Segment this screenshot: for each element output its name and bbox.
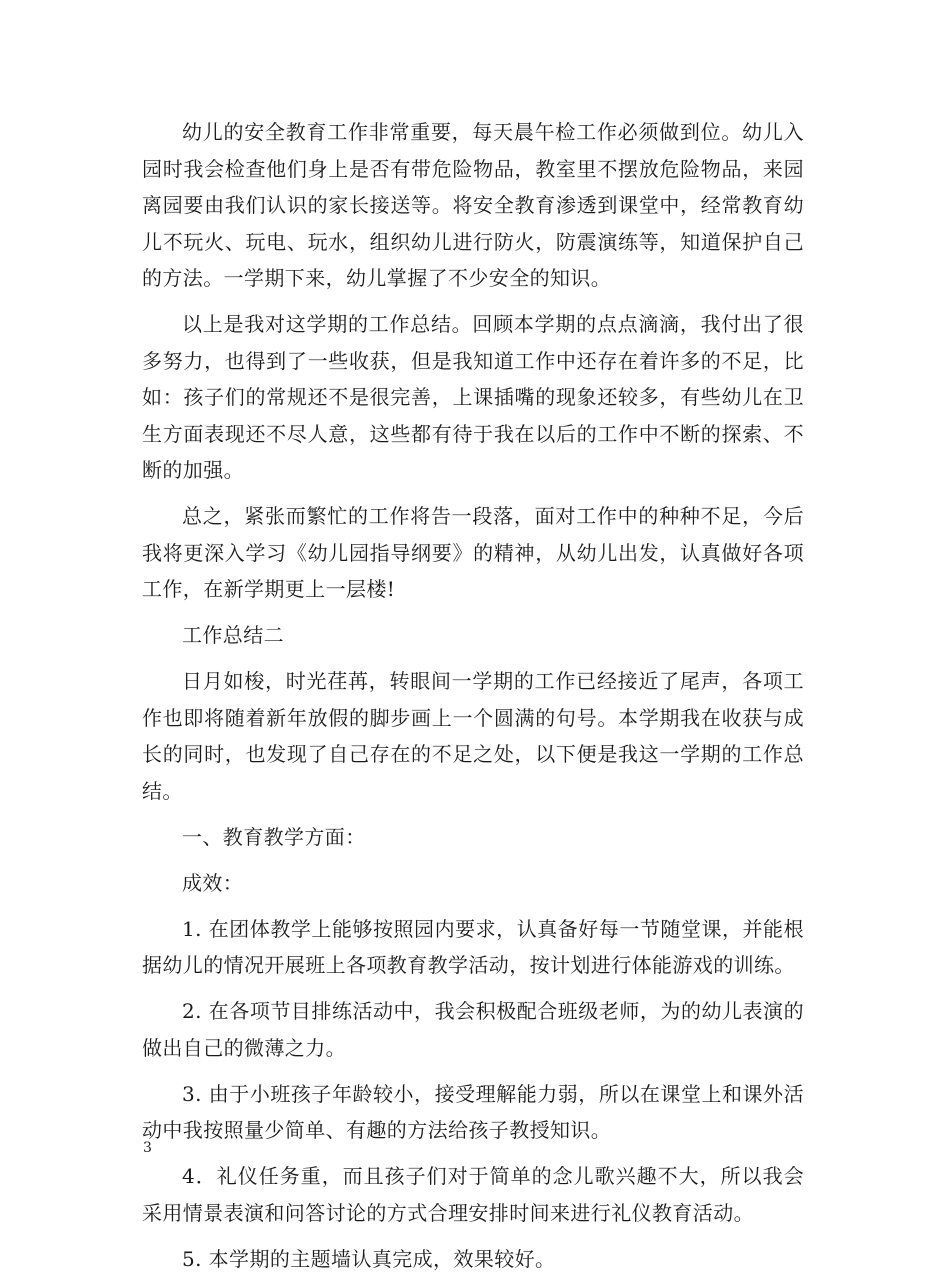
document-body [142,114,804,1287]
list-item-5: 5. 本学期的主题墙认真完成，效果较好。 [182,1246,556,1271]
paragraph-introduction: 日月如梭，时光荏苒，转眼间一学期的工作已经接近了尾声，各项工作也即将随着新年放假的脚步画上一个圆满的句号。本学期我在收获与成长的同时，也发现了自己存在的不足之处，以下便是我这一学期的工作总结。 [142,669,804,803]
paragraph-semester-review: 以上是我对这学期的工作总结。回顾本学期的点点滴滴，我付出了很多努力，也得到了一些收获，但是我知道工作中还存在着许多的不足，比如：孩子们的常规还不是很完善，上课插嘴的现象还较多，有些幼儿在卫生方面表现还不尽人意，这些都有待于我在以后的工作中不断的探索、不断的加强。 [142,312,804,482]
list-item-2: 2. 在各项节目排练活动中，我会积极配合班级老师，为的幼儿表演的做出自己的微薄之力。 [142,999,804,1060]
section-heading-work-summary-two: 工作总结二 [182,623,284,647]
list-item-1: 1. 在团体教学上能够按照园内要求，认真备好每一节随堂课，并能根据幼儿的情况开展班上各项教育教学活动，按计划进行体能游戏的训练。 [142,916,804,977]
paragraph-conclusion: 总之，紧张而繁忙的工作将告一段落，面对工作中的种种不足，今后我将更深入学习《幼儿园指导纲要》的精神，从幼儿出发，认真做好各项工作，在新学期更上一层楼! [142,504,804,601]
subheading-teaching-aspects: 一、教育教学方面： [182,824,366,849]
list-item-3: 3. 由于小班孩子年龄较小，接受理解能力弱，所以在课堂上和课外活动中我按照量少简单、有趣的方法给孩子教授知识。 [142,1081,804,1142]
list-item-4: 4．礼仪任务重，而且孩子们对于简单的念儿歌兴趣不大，所以我会采用情景表演和问答讨论的方式合理安排时间来进行礼仪教育活动。 [142,1164,804,1225]
paragraph-safety-education: 幼儿的安全教育工作非常重要，每天晨午检工作必须做到位。幼儿入园时我会检查他们身上是否有带危险物品，教室里不摆放危险物品，来园离园要由我们认识的家长接送等。将安全教育渗透到课堂中，经常教育幼儿不玩火、玩电、玩水，组织幼儿进行防火，防震演练等，知道保护自己的方法。一学期下来，幼儿掌握了不少安全的知识。 [142,120,804,290]
page-number: 3 [143,1140,152,1156]
subheading-results: 成效： [182,870,244,895]
